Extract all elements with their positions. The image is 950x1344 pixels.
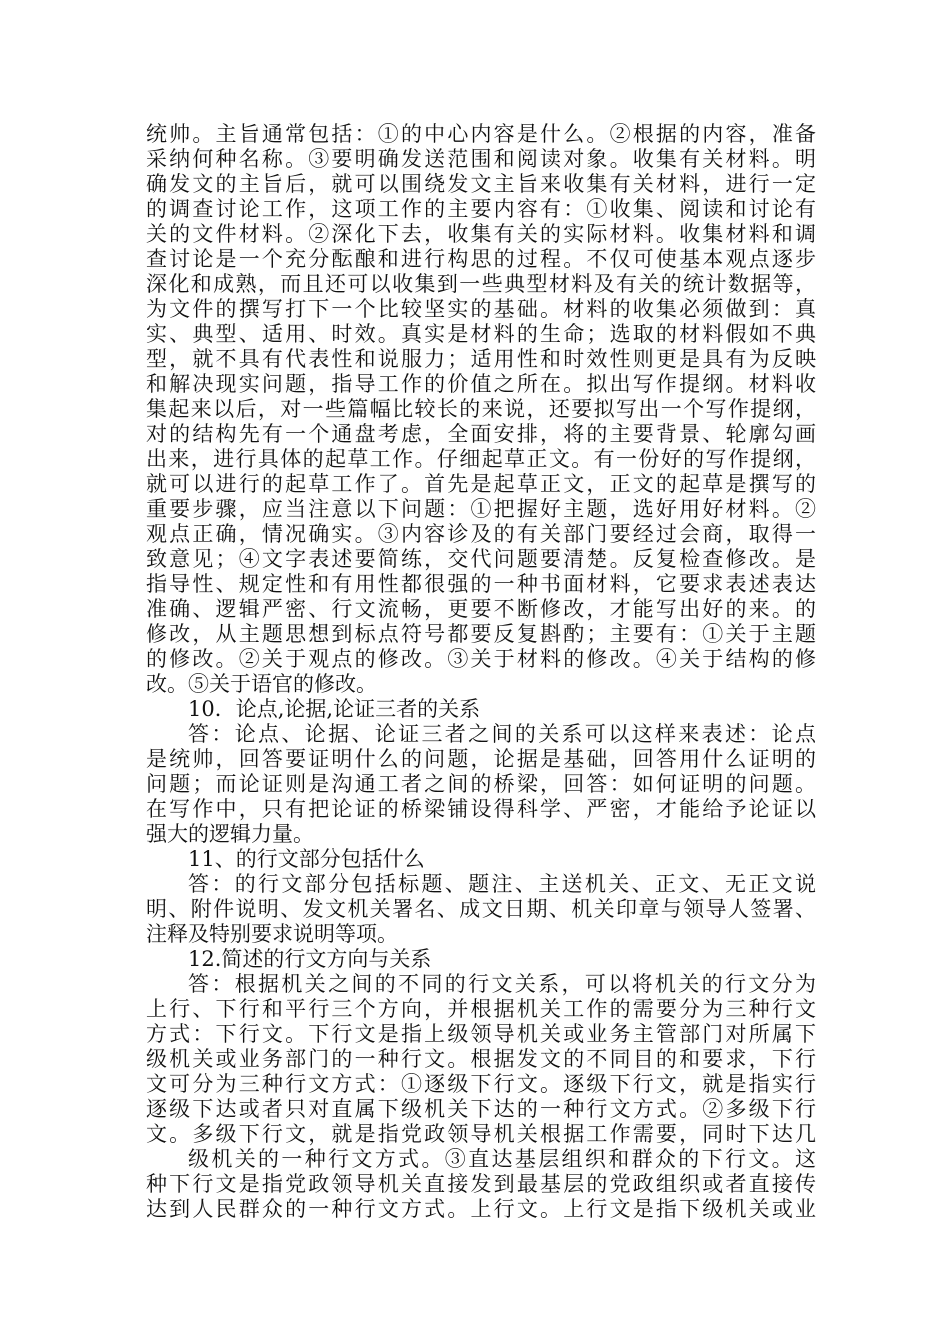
text-line: 出来，进行具体的起草工作。仔细起草正文。有一份好的写作提纲，: [146, 447, 816, 471]
text-line: 问题；而论证则是沟通工者之间的桥梁，回答：如何证明的问题。: [146, 772, 816, 796]
text-line: 10．论点,论据,论证三者的关系: [188, 697, 481, 721]
text-line: 的修改。②关于观点的修改。③关于材料的修改。④关于结构的修: [146, 647, 816, 671]
document-page: [146, 122, 816, 1222]
text-line: 改。⑤关于语官的修改。: [146, 672, 377, 696]
text-line: 答：的行文部分包括标题、题注、主送机关、正文、无正文说: [188, 872, 816, 896]
text-line: 11、的行文部分包括什么: [188, 847, 425, 871]
text-line: 为文件的撰写打下一个比较坚实的基础。材料的收集必须做到：真: [146, 297, 816, 321]
text-line: 级机关或业务部门的一种行文。根据发文的不同目的和要求，下行: [146, 1047, 816, 1071]
text-line: 观点正确，情况确实。③内容诊及的有关部门要经过会商，取得一: [146, 522, 816, 546]
text-line: 型，就不具有代表性和说服力；适用性和时效性则更是具有为反映: [146, 347, 816, 371]
text-line: 文可分为三种行文方式：①逐级下行文。逐级下行文，就是指实行: [146, 1072, 816, 1096]
text-line: 方式：下行文。下行文是指上级领导机关或业务主管部门对所属下: [146, 1022, 816, 1046]
text-line: 上行、下行和平行三个方向，并根据机关工作的需要分为三种行文: [146, 997, 816, 1021]
text-line: 明、附件说明、发文机关署名、成文日期、机关印章与领导人签署、: [146, 897, 816, 921]
text-line: 级机关的一种行文方式。③直达基层组织和群众的下行文。这: [188, 1147, 816, 1171]
text-line: 实、典型、适用、时效。真实是材料的生命；选取的材料假如不典: [146, 322, 816, 346]
text-line: 对的结构先有一个通盘考虑，全面安排，将的主要背景、轮廓勾画: [146, 422, 816, 446]
text-line: 致意见；④文字表述要简练，交代问题要清楚。反复检查修改。是: [146, 547, 816, 571]
text-line: 12.简述的行文方向与关系: [188, 947, 432, 971]
text-line: 在写作中，只有把论证的桥梁铺设得科学、严密，才能给予论证以: [146, 797, 816, 821]
text-line: 达到人民群众的一种行文方式。上行文。上行文是指下级机关或业: [146, 1197, 816, 1221]
text-line: 的调查讨论工作，这项工作的主要内容有：①收集、阅读和讨论有: [146, 197, 816, 221]
text-line: 采纳何种名称。③要明确发送范围和阅读对象。收集有关材料。明: [146, 147, 816, 171]
text-line: 和解决现实问题，指导工作的价值之所在。拟出写作提纲。材料收: [146, 372, 816, 396]
text-line: 确发文的主旨后，就可以围绕发文主旨来收集有关材料，进行一定: [146, 172, 816, 196]
text-line: 强大的逻辑力量。: [146, 822, 314, 846]
text-line: 文。多级下行文，就是指党政领导机关根据工作需要，同时下达几: [146, 1122, 816, 1146]
text-line: 答：根据机关之间的不同的行文关系，可以将机关的行文分为: [188, 972, 816, 996]
text-line: 集起来以后，对一些篇幅比较长的来说，还要拟写出一个写作提纲，: [146, 397, 816, 421]
text-line: 深化和成熟，而且还可以收集到一些典型材料及有关的统计数据等，: [146, 272, 816, 296]
text-line: 统帅。主旨通常包括：①的中心内容是什么。②根据的内容，准备: [146, 122, 816, 146]
text-line: 是统帅，回答要证明什么的问题，论据是基础，回答用什么证明的: [146, 747, 816, 771]
text-line: 查讨论是一个充分酝酿和进行构思的过程。不仅可使基本观点逐步: [146, 247, 816, 271]
text-line: 关的文件材料。②深化下去，收集有关的实际材料。收集材料和调: [146, 222, 816, 246]
text-line: 准确、逻辑严密、行文流畅，更要不断修改，才能写出好的来。的: [146, 597, 816, 621]
text-line: 答：论点、论据、论证三者之间的关系可以这样来表述：论点: [188, 722, 816, 746]
text-line: 逐级下达或者只对直属下级机关下达的一种行文方式。②多级下行: [146, 1097, 816, 1121]
text-line: 注释及特别要求说明等项。: [146, 922, 398, 946]
text-line: 就可以进行的起草工作了。首先是起草正文，正文的起草是撰写的: [146, 472, 816, 496]
text-line: 种下行文是指党政领导机关直接发到最基层的党政组织或者直接传: [146, 1172, 816, 1196]
text-line: 指导性、规定性和有用性都很强的一种书面材料，它要求表述表达: [146, 572, 816, 596]
text-line: 修改，从主题思想到标点符号都要反复斟酌；主要有：①关于主题: [146, 622, 816, 646]
text-line: 重要步骤，应当注意以下问题：①把握好主题，选好用好材料。②: [146, 497, 816, 521]
